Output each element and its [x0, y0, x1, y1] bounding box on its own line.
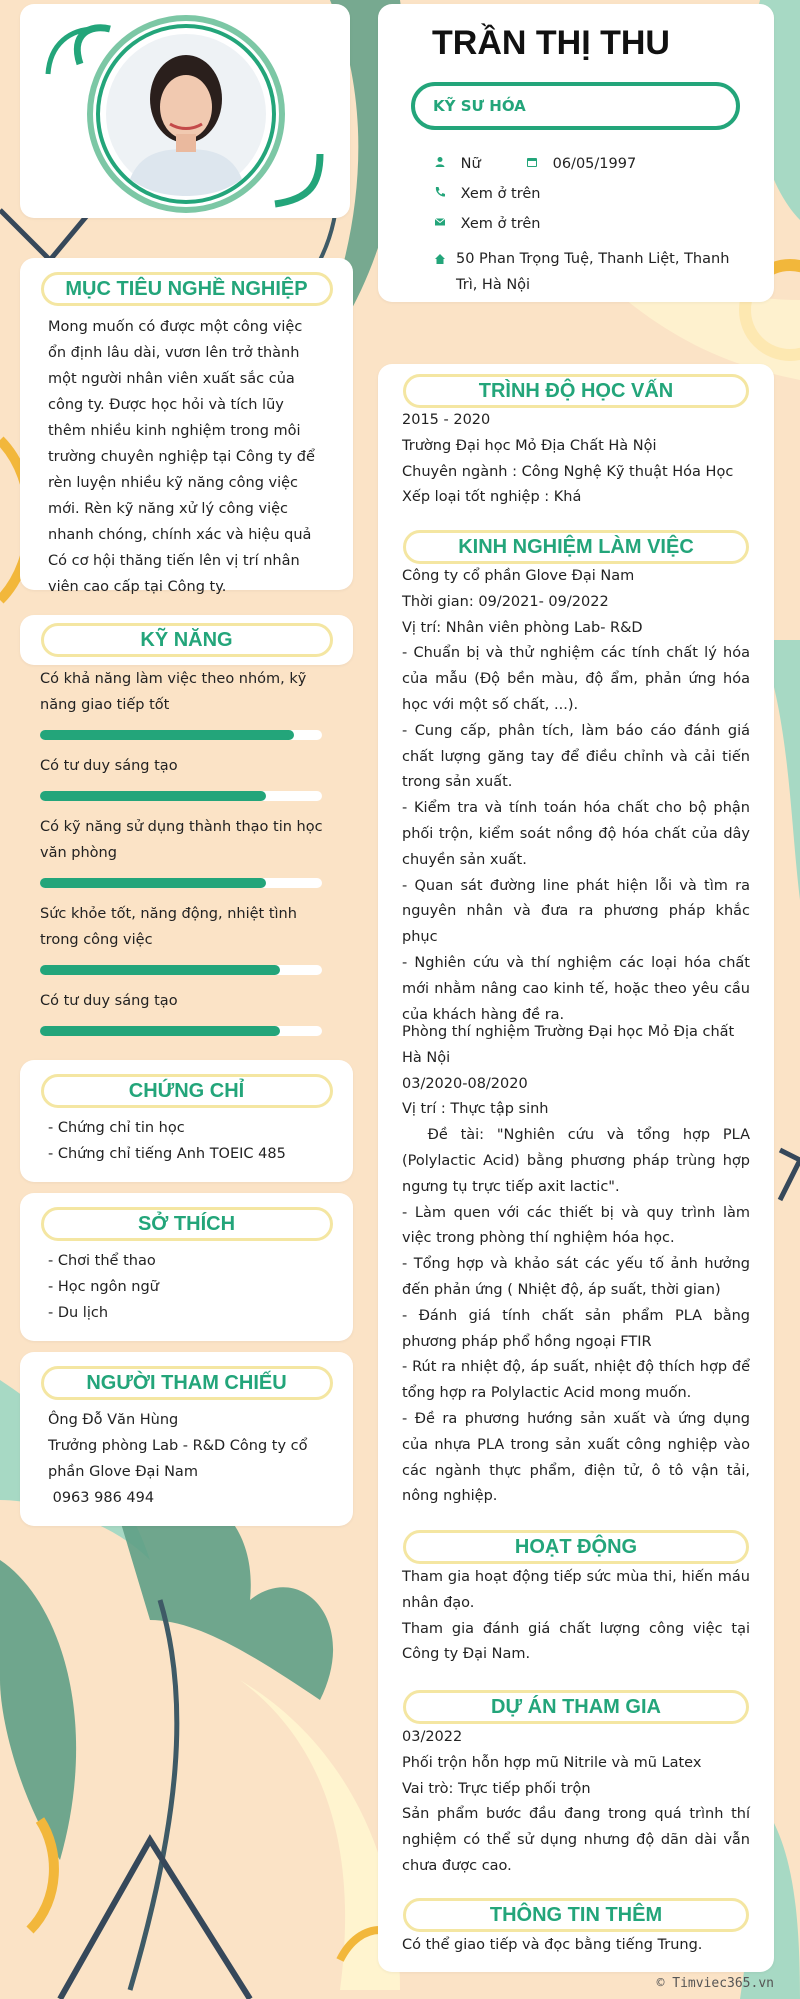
email-row	[434, 216, 540, 232]
dob-row	[526, 156, 636, 172]
job-block	[402, 564, 750, 1028]
dob-value: 06/05/1997	[552, 156, 637, 172]
skill-item	[40, 901, 330, 975]
more-info-text: Có thể giao tiếp và đọc bằng tiếng Trung.	[402, 1937, 703, 1953]
skill-label: Có tư duy sáng tạo	[40, 758, 178, 774]
job-duty: - Làm quen với các thiết bị và quy trình làm việc trong phòng thí nghiệm hóa học.	[402, 1204, 750, 1247]
address-row	[434, 246, 754, 298]
job-duty: - Chuẩn bị và thử nghiệm các tính chất lý hóa của mẫu (Độ bền màu, độ ẩm, phản ứng hóa học với một số chất, ...).	[402, 645, 750, 713]
hobbies-card	[20, 1193, 353, 1341]
references-heading: NGƯỜI THAM CHIẾU	[41, 1366, 333, 1400]
education-grade: Xếp loại tốt nghiệp : Khá	[402, 489, 582, 506]
experience-heading: KINH NGHIỆM LÀM VIỆC	[403, 530, 749, 564]
skill-bar-fill	[40, 1026, 280, 1036]
hobby-item: - Học ngôn ngữ	[48, 1279, 159, 1295]
job-duty: - Tổng hợp và khảo sát các yếu tố ảnh hưởng đến phản ứng ( Nhiệt độ, áp suất, thời gian)	[402, 1256, 750, 1298]
skill-label: Có tư duy sáng tạo	[40, 993, 178, 1009]
avatar-frame	[20, 4, 350, 218]
projects-block	[402, 1725, 750, 1880]
education-heading: TRÌNH ĐỘ HỌC VẤN	[403, 374, 749, 408]
skill-bar-fill	[40, 965, 280, 975]
education-years: 2015 - 2020	[402, 412, 491, 428]
references-list	[48, 1407, 338, 1511]
skill-item	[40, 753, 330, 801]
job-duty: - Đánh giá tính chất sản phẩm PLA bằng phương pháp phổ hồng ngoại FTIR	[402, 1307, 750, 1350]
certificate-item: - Chứng chỉ tiếng Anh TOEIC 485	[48, 1146, 286, 1162]
job-duty: - Đề ra phương hướng sản xuất và ứng dụng của nhựa PLA trong sản xuất công nghiệp vào các ngành thực phẩm, điện tử, ô tô vận tải, nông nghiệp.	[402, 1410, 750, 1505]
phone-value: Xem ở trên	[460, 186, 541, 202]
objective-heading: MỤC TIÊU NGHỀ NGHIỆP	[41, 272, 333, 306]
skills-heading-card	[20, 615, 353, 665]
skill-label: Sức khỏe tốt, năng động, nhiệt tình trong công việc	[40, 906, 297, 948]
hobby-item: - Chơi thể thao	[48, 1253, 156, 1269]
skill-bar-fill	[40, 878, 266, 888]
reference-line: Ông Đỗ Văn Hùng	[48, 1412, 179, 1428]
job-period: Thời gian: 09/2021- 09/2022	[402, 593, 609, 610]
job-duty: - Quan sát đường line phát hiện lỗi và tìm ra nguyên nhân và đưa ra phương pháp khắc phục	[402, 877, 750, 946]
calendar-icon	[526, 156, 538, 168]
job-block	[402, 1020, 755, 1510]
skill-bar-fill	[40, 791, 266, 801]
mail-icon	[434, 216, 446, 228]
hobby-item: - Du lịch	[48, 1305, 109, 1321]
education-major: Chuyên ngành : Công Nghệ Kỹ thuật Hóa Học	[402, 463, 734, 480]
gender-value: Nữ	[460, 156, 481, 172]
job-period: 03/2020-08/2020	[402, 1075, 528, 1092]
watermark: © Timviec365.vn	[656, 1976, 774, 1991]
skill-label: Có kỹ năng sử dụng thành thạo tin học văn phòng	[40, 819, 323, 861]
project-date: 03/2022	[402, 1729, 463, 1745]
job-company: Công ty cổ phần Glove Đại Nam	[402, 568, 635, 584]
hobbies-list	[48, 1248, 338, 1326]
address-value: 50 Phan Trọng Tuệ, Thanh Liệt, Thanh Trì, Hà Nội	[456, 251, 730, 293]
activities-heading: HOẠT ĐỘNG	[403, 1530, 749, 1564]
objective-card	[20, 258, 353, 595]
candidate-name: TRẦN THỊ THU	[432, 24, 670, 62]
education-block	[402, 408, 750, 511]
job-position: Vị trí : Thực tập sinh	[402, 1101, 549, 1118]
person-icon	[434, 156, 446, 168]
skill-bar	[40, 730, 322, 740]
skill-label: Có khả năng làm việc theo nhóm, kỹ năng giao tiếp tốt	[40, 671, 307, 713]
references-card	[20, 1352, 353, 1526]
certificates-card	[20, 1060, 353, 1182]
job-title: KỸ SƯ HÓA	[433, 97, 526, 115]
hobbies-heading: SỞ THÍCH	[41, 1207, 333, 1241]
job-duty: - Kiểm tra và tính toán hóa chất cho bộ phận phối trộn, kiểm soát nồng độ hóa chất của dây chuyền sản xuất.	[402, 800, 750, 868]
objective-text: Mong muốn có được một công việc ổn định lâu dài, vươn lên trở thành một người nhân viên xuất sắc của công ty. Được học hỏi và tích lũy thêm nhiều kinh nghiệm trong môi trường chuyên nghiệp tại Công ty để rèn luyện nhiều kỹ năng công việc mới. Rèn kỹ năng xử lý công việc nhanh chóng, chính xác và hiệu quả Có cơ hội thăng tiến lên vị trí nhân viên cao cấp tại Công ty.	[48, 319, 315, 595]
job-company: Phòng thí nghiệm Trường Đại học Mỏ Địa chất Hà Nội	[402, 1024, 735, 1066]
home-icon	[434, 253, 446, 265]
more-info-heading: THÔNG TIN THÊM	[403, 1898, 749, 1932]
certificates-heading: CHỨNG CHỈ	[41, 1074, 333, 1108]
project-role: Vai trò: Trực tiếp phối trộn	[402, 1780, 591, 1797]
skill-item	[40, 814, 330, 888]
education-school: Trường Đại học Mỏ Địa Chất Hà Nội	[402, 437, 657, 454]
reference-line: 0963 986 494	[48, 1490, 155, 1506]
job-duty: - Nghiên cứu và thí nghiệm các loại hóa chất mới nhằm nâng cao kinh tế, hoặc theo yêu cầu của khách hàng đề ra.	[402, 954, 750, 1023]
phone-row	[434, 186, 540, 202]
skill-bar	[40, 1026, 322, 1036]
skills-heading: KỸ NĂNG	[41, 623, 333, 657]
job-duty: - Cung cấp, phân tích, làm báo cáo đánh giá chất lượng găng tay để điều chỉnh và cải tiến trong sản xuất.	[402, 722, 750, 791]
job-duty: - Rút ra nhiệt độ, áp suất, nhiệt độ thích hợp để tổng hợp ra Polylactic Acid mong muốn.	[402, 1359, 750, 1402]
main-card	[378, 364, 774, 1972]
skill-bar	[40, 791, 322, 801]
reference-line: Trưởng phòng Lab - R&D Công ty cổ phần Glove Đại Nam	[48, 1438, 308, 1480]
activities-block	[402, 1565, 750, 1668]
activity-item: Tham gia hoạt động tiếp sức mùa thi, hiến máu nhân đạo.	[402, 1569, 750, 1611]
project-name: Phối trộn hỗn hợp mũ Nitrile và mũ Latex	[402, 1754, 702, 1771]
name-card	[378, 4, 774, 302]
project-description: Sản phẩm bước đầu đang trong quá trình thí nghiệm có thể sử dụng nhưng độ dãn dài vẫn chưa được cao.	[402, 1806, 750, 1874]
skill-bar	[40, 878, 322, 888]
certificates-list	[48, 1115, 338, 1167]
projects-heading: DỰ ÁN THAM GIA	[403, 1690, 749, 1724]
activity-item: Tham gia đánh giá chất lượng công việc tại Công ty Đại Nam.	[402, 1620, 750, 1663]
job-duty: Đề tài: "Nghiên cứu và tổng hợp PLA (Polylactic Acid) bằng phương pháp trùng hợp ngưng tụ trực tiếp axit lactic".	[402, 1127, 755, 1195]
gender-row	[434, 156, 481, 172]
skill-bar	[40, 965, 322, 975]
phone-icon	[434, 186, 446, 198]
job-title-box	[411, 82, 740, 130]
skill-item	[40, 988, 330, 1036]
photo-card	[20, 4, 350, 218]
certificate-item: - Chứng chỉ tin học	[48, 1120, 185, 1136]
job-position: Vị trí: Nhân viên phòng Lab- R&D	[402, 619, 643, 636]
skill-item	[40, 666, 330, 740]
skill-bar-fill	[40, 730, 294, 740]
email-value: Xem ở trên	[460, 216, 541, 232]
